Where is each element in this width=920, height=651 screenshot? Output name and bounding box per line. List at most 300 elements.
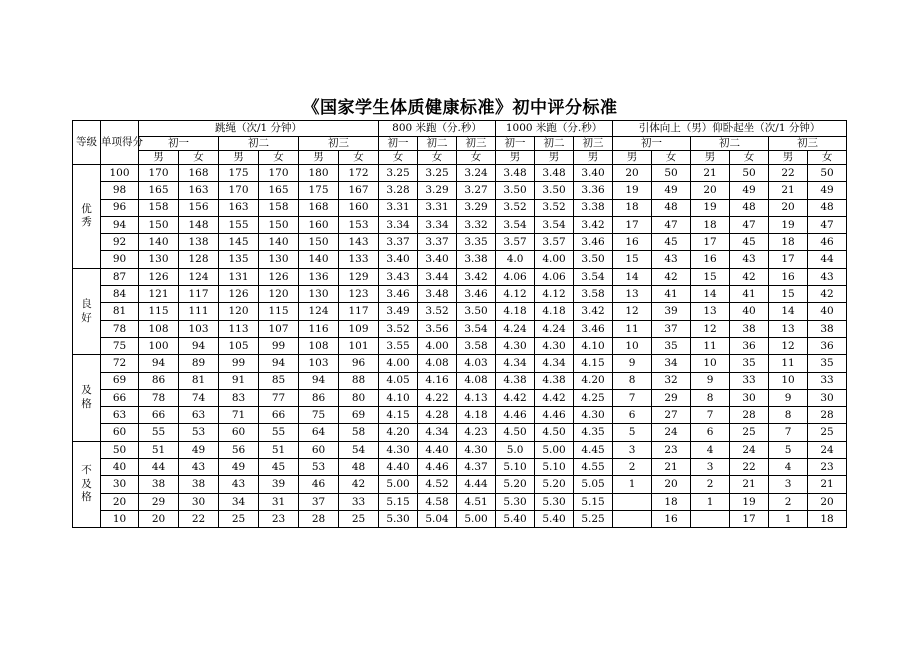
value-cell: 94 (299, 372, 339, 389)
value-cell: 80 (339, 389, 379, 406)
value-cell: 81 (179, 372, 219, 389)
value-cell: 4.06 (496, 268, 535, 285)
value-cell: 35 (652, 337, 691, 354)
gender-label: 男 (691, 151, 730, 165)
value-cell: 3.43 (379, 268, 418, 285)
value-cell: 3.25 (418, 165, 457, 182)
value-cell: 5.0 (496, 441, 535, 458)
value-cell: 49 (730, 182, 769, 199)
value-cell: 33 (730, 372, 769, 389)
value-cell: 3.29 (457, 199, 496, 216)
value-cell: 4.08 (418, 355, 457, 372)
value-cell: 9 (769, 389, 808, 406)
value-cell: 5.15 (379, 493, 418, 510)
pull-grade-3: 初三 (769, 137, 847, 151)
value-cell: 135 (219, 251, 259, 268)
value-cell: 3.56 (418, 320, 457, 337)
value-cell: 4.50 (496, 424, 535, 441)
table-row (73, 199, 847, 216)
value-cell: 11 (769, 355, 808, 372)
value-cell: 109 (339, 320, 379, 337)
value-cell: 3.46 (574, 234, 613, 251)
value-cell: 4.00 (418, 337, 457, 354)
value-cell: 49 (652, 182, 691, 199)
table-row (73, 407, 847, 424)
value-cell: 3.50 (535, 182, 574, 199)
score-cell: 90 (101, 251, 139, 268)
pull-grade-1: 初一 (613, 137, 691, 151)
value-cell: 3.55 (379, 337, 418, 354)
value-cell: 53 (299, 459, 339, 476)
value-cell: 55 (259, 424, 299, 441)
value-cell: 33 (339, 493, 379, 510)
value-cell: 99 (219, 355, 259, 372)
value-cell: 136 (299, 268, 339, 285)
value-cell: 45 (259, 459, 299, 476)
value-cell (613, 493, 652, 510)
value-cell: 7 (613, 389, 652, 406)
value-cell: 140 (139, 234, 179, 251)
page-title: 《国家学生体质健康标准》初中评分标准 (302, 98, 618, 118)
table-row (73, 389, 847, 406)
value-cell: 4.44 (457, 476, 496, 493)
score-cell: 69 (101, 372, 139, 389)
value-cell: 15 (613, 251, 652, 268)
value-cell: 158 (259, 199, 299, 216)
value-cell: 117 (179, 286, 219, 303)
value-cell: 4.30 (457, 441, 496, 458)
value-cell: 78 (139, 389, 179, 406)
value-cell: 41 (652, 286, 691, 303)
value-cell: 4.58 (418, 493, 457, 510)
value-cell: 4.46 (496, 407, 535, 424)
value-cell: 160 (299, 216, 339, 233)
value-cell: 4.42 (496, 389, 535, 406)
pullup-situp-header: 引体向上（男）仰卧起坐（次/1 分钟） (613, 121, 847, 137)
value-cell: 163 (179, 182, 219, 199)
value-cell: 5.40 (535, 510, 574, 527)
value-cell: 3.52 (535, 199, 574, 216)
value-cell: 3.40 (418, 251, 457, 268)
value-cell: 77 (259, 389, 299, 406)
score-cell: 94 (101, 216, 139, 233)
value-cell: 3.32 (457, 216, 496, 233)
table-row (73, 320, 847, 337)
gender-label: 男 (496, 151, 535, 165)
value-cell: 4.34 (418, 424, 457, 441)
value-cell: 4.46 (418, 459, 457, 476)
value-cell: 99 (259, 337, 299, 354)
value-cell: 83 (219, 389, 259, 406)
value-cell: 3 (613, 441, 652, 458)
value-cell: 5.00 (535, 441, 574, 458)
score-cell: 78 (101, 320, 139, 337)
value-cell: 3.31 (418, 199, 457, 216)
value-cell: 85 (259, 372, 299, 389)
value-cell: 60 (219, 424, 259, 441)
value-cell: 42 (339, 476, 379, 493)
score-cell: 60 (101, 424, 139, 441)
value-cell: 41 (730, 286, 769, 303)
table-row (73, 268, 847, 285)
value-cell: 21 (808, 476, 847, 493)
grade-level-cell (73, 165, 101, 269)
value-cell: 25 (730, 424, 769, 441)
value-cell: 24 (730, 441, 769, 458)
value-cell: 30 (179, 493, 219, 510)
value-cell: 6 (613, 407, 652, 424)
value-cell: 23 (808, 459, 847, 476)
value-cell: 105 (219, 337, 259, 354)
value-cell: 4.52 (418, 476, 457, 493)
value-cell: 5.30 (496, 493, 535, 510)
value-cell: 3.35 (457, 234, 496, 251)
score-cell: 87 (101, 268, 139, 285)
value-cell: 19 (691, 199, 730, 216)
value-cell: 14 (613, 268, 652, 285)
value-cell: 30 (730, 389, 769, 406)
value-cell: 115 (259, 303, 299, 320)
value-cell: 3.57 (535, 234, 574, 251)
table-row (73, 372, 847, 389)
score-cell: 92 (101, 234, 139, 251)
value-cell: 51 (259, 441, 299, 458)
value-cell: 129 (339, 268, 379, 285)
value-cell: 1 (691, 493, 730, 510)
value-cell: 12 (613, 303, 652, 320)
value-cell: 28 (730, 407, 769, 424)
value-cell: 18 (691, 216, 730, 233)
value-cell: 16 (652, 510, 691, 527)
value-cell: 3.24 (457, 165, 496, 182)
value-cell: 172 (339, 165, 379, 182)
table-row (73, 286, 847, 303)
value-cell: 4.30 (574, 407, 613, 424)
value-cell: 103 (179, 320, 219, 337)
value-cell: 91 (219, 372, 259, 389)
value-cell: 140 (259, 234, 299, 251)
value-cell: 3.44 (418, 268, 457, 285)
value-cell: 180 (299, 165, 339, 182)
value-cell: 4.00 (535, 251, 574, 268)
value-cell: 71 (219, 407, 259, 424)
value-cell: 5.40 (496, 510, 535, 527)
value-cell: 5.00 (379, 476, 418, 493)
gender-label: 女 (379, 151, 418, 165)
value-cell: 3.52 (418, 303, 457, 320)
value-cell: 4.08 (457, 372, 496, 389)
value-cell: 33 (808, 372, 847, 389)
value-cell: 11 (691, 337, 730, 354)
gender-label: 女 (179, 151, 219, 165)
value-cell: 3.31 (379, 199, 418, 216)
value-cell: 158 (139, 199, 179, 216)
gender-label: 女 (259, 151, 299, 165)
value-cell: 30 (808, 389, 847, 406)
value-cell: 43 (652, 251, 691, 268)
value-cell: 7 (769, 424, 808, 441)
value-cell: 168 (299, 199, 339, 216)
value-cell: 43 (179, 459, 219, 476)
table-row (73, 165, 847, 182)
value-cell: 3.27 (457, 182, 496, 199)
value-cell: 107 (259, 320, 299, 337)
value-cell: 5.25 (574, 510, 613, 527)
table-row (73, 459, 847, 476)
value-cell: 39 (652, 303, 691, 320)
run-1000-header: 1000 米跑（分.秒） (496, 121, 613, 137)
value-cell: 175 (219, 165, 259, 182)
value-cell: 153 (339, 216, 379, 233)
score-cell: 50 (101, 441, 139, 458)
value-cell: 43 (730, 251, 769, 268)
value-cell: 3.46 (379, 286, 418, 303)
value-cell: 167 (339, 182, 379, 199)
value-cell: 10 (691, 355, 730, 372)
value-cell: 48 (730, 199, 769, 216)
score-cell: 98 (101, 182, 139, 199)
value-cell: 170 (139, 165, 179, 182)
grade-level-label: 及格 (81, 384, 92, 410)
value-cell: 133 (339, 251, 379, 268)
value-cell: 7 (691, 407, 730, 424)
value-cell: 4.24 (496, 320, 535, 337)
gender-label: 女 (730, 151, 769, 165)
grade-level-cell (73, 441, 101, 527)
value-cell: 13 (691, 303, 730, 320)
score-cell: 84 (101, 286, 139, 303)
value-cell: 124 (179, 268, 219, 285)
value-cell: 113 (219, 320, 259, 337)
value-cell: 20 (769, 199, 808, 216)
value-cell: 2 (691, 476, 730, 493)
value-cell: 34 (652, 355, 691, 372)
value-cell: 37 (299, 493, 339, 510)
value-cell: 148 (179, 216, 219, 233)
value-cell: 18 (652, 493, 691, 510)
header-row-grades (73, 137, 847, 151)
value-cell: 138 (179, 234, 219, 251)
value-cell: 47 (808, 216, 847, 233)
value-cell: 4.46 (535, 407, 574, 424)
value-cell: 55 (139, 424, 179, 441)
value-cell: 5.20 (535, 476, 574, 493)
value-cell: 3.40 (574, 165, 613, 182)
value-cell: 3.48 (418, 286, 457, 303)
value-cell: 3.42 (457, 268, 496, 285)
value-cell: 3.50 (496, 182, 535, 199)
value-cell: 3.34 (418, 216, 457, 233)
value-cell: 38 (139, 476, 179, 493)
value-cell: 1 (769, 510, 808, 527)
value-cell: 19 (613, 182, 652, 199)
value-cell: 3.54 (457, 320, 496, 337)
score-cell: 75 (101, 337, 139, 354)
value-cell: 5.05 (574, 476, 613, 493)
value-cell: 16 (691, 251, 730, 268)
table-row (73, 182, 847, 199)
value-cell: 4.10 (379, 389, 418, 406)
header-row-events (73, 121, 847, 137)
run1000-grade-2: 初二 (535, 137, 574, 151)
table-row (73, 510, 847, 527)
value-cell: 66 (259, 407, 299, 424)
value-cell: 44 (139, 459, 179, 476)
grade-level-label: 不及格 (81, 464, 92, 504)
grade-header: 等级 (73, 121, 101, 165)
value-cell: 50 (652, 165, 691, 182)
value-cell: 4.38 (535, 372, 574, 389)
value-cell: 4.23 (457, 424, 496, 441)
value-cell: 35 (730, 355, 769, 372)
run800-grade-3: 初三 (457, 137, 496, 151)
value-cell: 13 (613, 286, 652, 303)
score-cell: 100 (101, 165, 139, 182)
value-cell: 10 (769, 372, 808, 389)
value-cell: 22 (769, 165, 808, 182)
value-cell: 40 (808, 303, 847, 320)
grade-level-label: 良好 (81, 297, 92, 324)
value-cell: 75 (299, 407, 339, 424)
value-cell: 4.03 (457, 355, 496, 372)
value-cell: 4.37 (457, 459, 496, 476)
value-cell: 43 (219, 476, 259, 493)
score-cell: 96 (101, 199, 139, 216)
value-cell: 168 (179, 165, 219, 182)
value-cell: 4.40 (418, 441, 457, 458)
value-cell: 12 (691, 320, 730, 337)
value-cell: 20 (613, 165, 652, 182)
value-cell: 3.29 (418, 182, 457, 199)
value-cell: 46 (299, 476, 339, 493)
value-cell: 27 (652, 407, 691, 424)
value-cell: 42 (808, 286, 847, 303)
value-cell: 5 (769, 441, 808, 458)
value-cell: 47 (730, 216, 769, 233)
value-cell: 115 (139, 303, 179, 320)
score-cell: 81 (101, 303, 139, 320)
value-cell: 24 (808, 441, 847, 458)
gender-label: 男 (613, 151, 652, 165)
table-row (73, 234, 847, 251)
value-cell: 4.0 (496, 251, 535, 268)
value-cell: 16 (769, 268, 808, 285)
value-cell: 117 (339, 303, 379, 320)
table-row (73, 251, 847, 268)
value-cell: 64 (299, 424, 339, 441)
table-row (73, 493, 847, 510)
value-cell: 19 (769, 216, 808, 233)
value-cell: 38 (808, 320, 847, 337)
value-cell: 108 (299, 337, 339, 354)
value-cell: 4.24 (535, 320, 574, 337)
value-cell: 165 (259, 182, 299, 199)
value-cell: 4.25 (574, 389, 613, 406)
value-cell: 101 (339, 337, 379, 354)
value-cell: 155 (219, 216, 259, 233)
value-cell: 48 (652, 199, 691, 216)
table-body (73, 121, 847, 528)
value-cell: 89 (179, 355, 219, 372)
value-cell: 165 (139, 182, 179, 199)
value-cell: 16 (613, 234, 652, 251)
gender-label: 男 (299, 151, 339, 165)
value-cell: 3.54 (574, 268, 613, 285)
value-cell: 140 (299, 251, 339, 268)
value-cell: 3 (769, 476, 808, 493)
value-cell: 39 (259, 476, 299, 493)
value-cell: 2 (613, 459, 652, 476)
value-cell: 4.51 (457, 493, 496, 510)
value-cell: 4.20 (574, 372, 613, 389)
value-cell: 3.37 (418, 234, 457, 251)
value-cell: 25 (808, 424, 847, 441)
gender-label: 女 (339, 151, 379, 165)
value-cell: 15 (769, 286, 808, 303)
value-cell: 8 (613, 372, 652, 389)
value-cell: 3.54 (496, 216, 535, 233)
value-cell: 4.12 (496, 286, 535, 303)
value-cell: 22 (179, 510, 219, 527)
value-cell: 3.46 (574, 320, 613, 337)
value-cell: 20 (808, 493, 847, 510)
header-row-genders (73, 151, 847, 165)
value-cell: 37 (652, 320, 691, 337)
value-cell: 11 (613, 320, 652, 337)
value-cell: 42 (730, 268, 769, 285)
value-cell: 100 (139, 337, 179, 354)
value-cell: 111 (179, 303, 219, 320)
value-cell: 4.22 (418, 389, 457, 406)
score-cell: 63 (101, 407, 139, 424)
gender-label: 女 (652, 151, 691, 165)
table-row (73, 476, 847, 493)
value-cell: 3.52 (496, 199, 535, 216)
value-cell: 2 (769, 493, 808, 510)
table-row (73, 424, 847, 441)
value-cell: 38 (179, 476, 219, 493)
value-cell: 3.25 (379, 165, 418, 182)
value-cell: 4.42 (535, 389, 574, 406)
jump-grade-3: 初三 (299, 137, 379, 151)
run1000-grade-1: 初一 (496, 137, 535, 151)
value-cell: 130 (259, 251, 299, 268)
value-cell: 21 (769, 182, 808, 199)
value-cell: 20 (139, 510, 179, 527)
value-cell: 3.40 (379, 251, 418, 268)
scoring-table (72, 120, 847, 528)
value-cell: 4.40 (379, 459, 418, 476)
value-cell: 60 (299, 441, 339, 458)
table-row (73, 337, 847, 354)
value-cell: 9 (613, 355, 652, 372)
value-cell: 40 (730, 303, 769, 320)
value-cell: 74 (179, 389, 219, 406)
value-cell: 4.15 (379, 407, 418, 424)
score-header: 单项得分 (101, 121, 139, 165)
value-cell: 3.48 (496, 165, 535, 182)
value-cell: 170 (259, 165, 299, 182)
gender-label: 男 (219, 151, 259, 165)
score-cell: 66 (101, 389, 139, 406)
value-cell: 58 (339, 424, 379, 441)
value-cell: 3.28 (379, 182, 418, 199)
jump-rope-header: 跳绳（次/1 分钟） (139, 121, 379, 137)
value-cell: 18 (769, 234, 808, 251)
value-cell: 14 (691, 286, 730, 303)
value-cell: 86 (299, 389, 339, 406)
value-cell: 4.45 (574, 441, 613, 458)
